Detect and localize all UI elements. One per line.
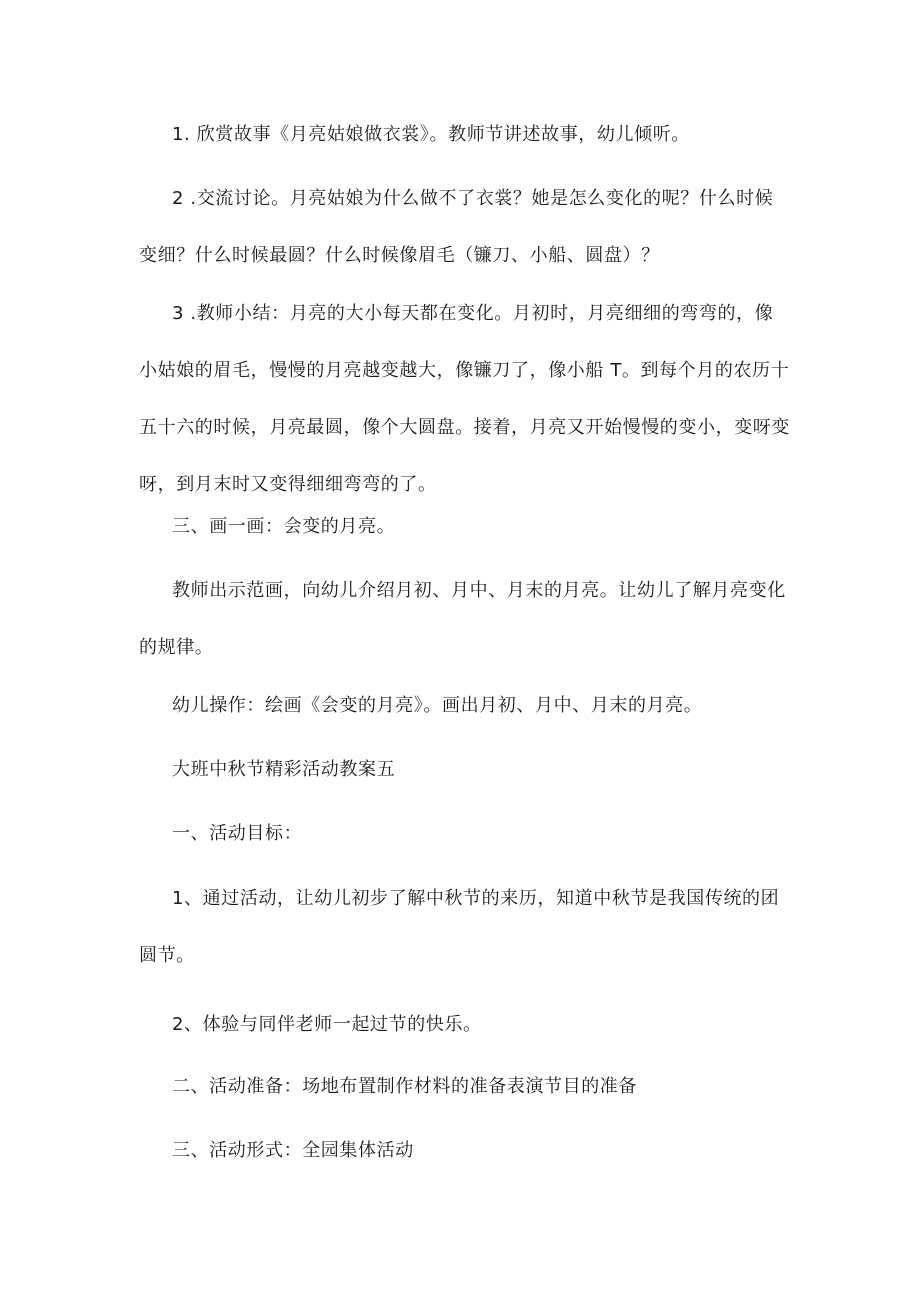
section-heading-draw [139,498,789,555]
paragraph-line: 圆节。 [139,945,195,966]
section-heading-preparation [139,1058,789,1115]
goal-item-1 [139,870,789,984]
paragraph-operation [139,677,789,734]
paragraph-line: 1、通过活动，让幼儿初步了解中秋节的来历，知道中秋节是我国传统的团 [172,888,780,909]
paragraph-line: 三、活动形式：全园集体活动 [172,1140,414,1161]
paragraph-line: 小姑娘的眉毛，慢慢的月亮越变越大，像镰刀了，像小船 T。到每个月的农历十 [139,360,790,381]
paragraph-summary [139,285,789,513]
paragraph-demo [139,562,789,676]
paragraph-line: 五十六的时候，月亮最圆，像个大圆盘。接着，月亮又开始慢慢的变小，变呀变 [139,417,790,438]
paragraph-line: 幼儿操作：绘画《会变的月亮》。画出月初、月中、月末的月亮。 [172,695,703,716]
paragraph-line: 教师出示范画，向幼儿介绍月初、月中、月末的月亮。让幼儿了解月亮变化 [172,580,786,601]
paragraph-line: 三、画一画：会变的月亮。 [172,516,396,537]
paragraph-line: 的规律。 [139,637,214,658]
paragraph-line: 二、活动准备：场地布置制作材料的准备表演节目的准备 [172,1076,637,1097]
paragraph-line: 一、活动目标： [172,823,303,844]
section-heading-format [139,1122,789,1179]
paragraph-line: 1. 欣赏故事《月亮姑娘做衣裳》。教师节讲述故事，幼儿倾听。 [172,124,690,145]
paragraph-line: 2 .交流讨论。月亮姑娘为什么做不了衣裳？她是怎么变化的呢？什么时候 [172,188,774,209]
paragraph-line: 2、体验与同伴老师一起过节的快乐。 [172,1014,482,1035]
paragraph-story [139,106,789,163]
section-heading-goals [139,805,789,862]
paragraph-line: 呀，到月末时又变得细细弯弯的了。 [139,474,437,495]
lesson-title [139,741,789,798]
paragraph-line: 3 .教师小结：月亮的大小每天都在变化。月初时，月亮细细的弯弯的，像 [172,303,774,324]
goal-item-2 [139,996,789,1053]
paragraph-discussion [139,170,789,284]
paragraph-line: 变细？什么时候最圆？什么时候像眉毛（镰刀、小船、圆盘）？ [139,245,660,266]
paragraph-line: 大班中秋节精彩活动教案五 [172,759,396,780]
